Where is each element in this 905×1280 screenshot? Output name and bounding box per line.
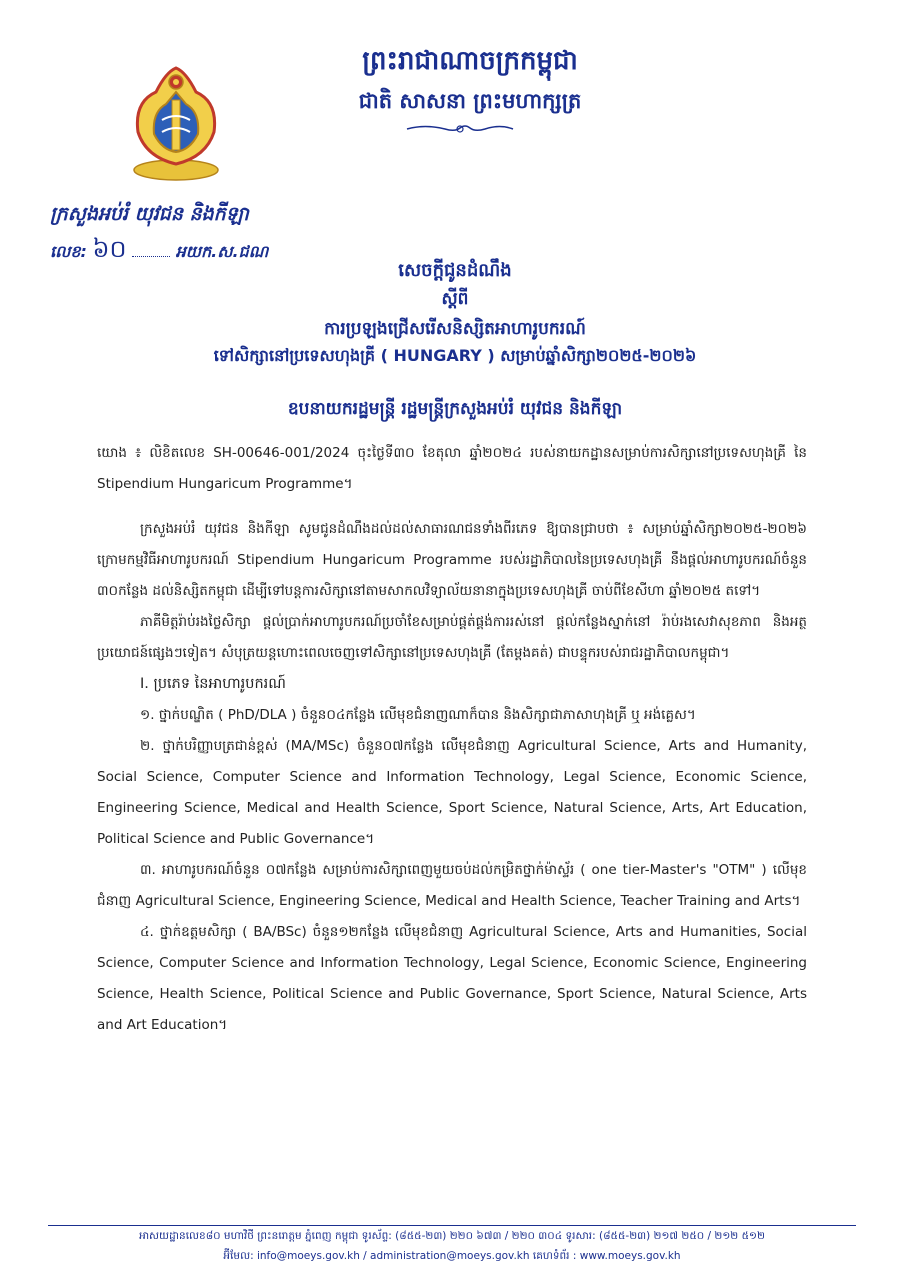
reference-paragraph: យោង ៖ លិខិតលេខ SH-00646-001/2024 ចុះថ្ងៃទី៣០ ខែតុលា ឆ្នាំ២០២៤ របស់នាយកដ្ឋានសម្រាប់ការសិក្សានៅប្រទេសហុងគ្រី នៃ Stipendium Hungaricum Programme។: [97, 445, 807, 492]
notice-title: សេចក្តីជូនដំណឹង: [398, 260, 512, 281]
kingdom-title: ព្រះរាជាណាចក្រកម្ពុជា: [362, 46, 578, 76]
ref-dotted-line: [132, 256, 170, 257]
issuer-title: ឧបនាយករដ្ឋមន្ត្រី រដ្ឋមន្ត្រីក្រសួងអប់រំ យុវជន និងកីឡា: [287, 399, 623, 419]
ref-number: ៦០: [92, 235, 127, 263]
ref-label: លេខ:: [50, 242, 87, 261]
national-motto: ជាតិ សាសនា ព្រះមហាក្សត្រ: [358, 88, 582, 113]
document-body: [97, 438, 807, 1041]
notice-subject-label: ស្តីពី: [441, 289, 469, 309]
notice-subject-line1: ការប្រឡងជ្រើសរើសនិស្សិតអាហារូបករណ៍: [324, 319, 586, 339]
list-item-2: ២. ថ្នាក់បរិញ្ញាបត្រជាន់ខ្ពស់ (MA/MSc) ចំនួន០៧កន្លែង លើមុខជំនាញ Agricultural Science, Arts and Humanity, Social Science, Computer Science and Information Technology, Legal Science, Economic Science, Engineering Science, Medical and Health Science, Sport Science, Natural Science, Arts, Art Education, Political Science and Public Governance។: [97, 738, 807, 847]
footer-address: អាសយដ្ឋានលេខ៨០ មហាវិថី ព្រះនរោត្តម ភ្នំពេញ កម្ពុជា ទូរស័ព្ទ: (៨៥៥-២៣) ២២០ ៦៧៣ / ២២០ ៣០៤ ទូរសារ: (៨៥៥-២៣) ២១៧ ២៥០ / ២១២ ៥១២: [139, 1230, 765, 1242]
section-heading-1: I. ប្រភេទ នៃអាហារូបករណ៍: [140, 676, 286, 692]
footer-divider: [48, 1225, 856, 1226]
paragraph-1: ក្រសួងអប់រំ យុវជន និងកីឡា សូមជូនដំណឹងដល់ដល់សាធារណជនទាំងពីរភេទ ឱ្យបានជ្រាបថា ៖ សម្រាប់ឆ្នាំសិក្សា២០២៥-២០២៦ ក្រោមកម្មវិធីអាហារូបករណ៍ Stipendium Hungaricum Programme របស់រដ្ឋាភិបាលនៃប្រទេសហុងគ្រី នឹងផ្តល់អាហារូបករណ៍ចំនួន ៣០កន្លែង ដល់និស្សិតកម្ពុជា ដើម្បីទៅបន្តការសិក្សានៅតាមសាកលវិទ្យាល័យនានាក្នុងប្រទេសហុងគ្រី ចាប់ពីខែសីហា ឆ្នាំ២០២៥ តទៅ។: [97, 521, 807, 599]
notice-subject-line2: ទៅសិក្សានៅប្រទេសហុងគ្រី ( HUNGARY ) សម្រាប់ឆ្នាំសិក្សា២០២៥-២០២៦: [213, 346, 697, 365]
paragraph-2: ភាគីមិត្តរ៉ាប់រងថ្លៃសិក្សា ផ្តល់ប្រាក់អាហារូបករណ៍ប្រចាំខែសម្រាប់ផ្គត់ផ្គង់ការរស់នៅ ផ្តល់កន្លែងស្នាក់នៅ រ៉ាប់រងសេវាសុខភាព និងអត្ថប្រយោជន៍ផ្សេងៗទៀត។ សំបុត្រយន្តហោះពេលចេញទៅសិក្សានៅប្រទេសហុងគ្រី (តែម្តងគត់) ជាបន្ទុករបស់រាជរដ្ឋាភិបាលកម្ពុជា។: [97, 614, 807, 661]
ministry-name: ក្រសួងអប់រំ យុវជន និងកីឡា: [50, 203, 249, 225]
list-item-3: ៣. អាហារូបករណ៍ចំនួន ០៧កន្លែង សម្រាប់ការសិក្សាពេញមួយចប់ដល់កម្រិតថ្នាក់ម៉ាស្ទ័រ ( one tier-Master's "OTM" ) លើមុខជំនាញ Agricultural Science, Engineering Science, Medical and Health Science, Teacher Training and Arts។: [97, 862, 807, 909]
list-item-4: ៤. ថ្នាក់ឧត្តមសិក្សា ( BA/BSc) ចំនួន១២កន្លែង លើមុខជំនាញ Agricultural Science, Arts and Humanities, Social Science, Computer Science and Information Technology, Legal Science, Economic Science, Engineering Science, Health Science, Political Science and Public Governance, Sport Science, Natural Science, Arts and Art Education។: [97, 924, 807, 1033]
list-item-1: ១. ថ្នាក់បណ្ឌិត ( PhD/DLA ) ចំនួន០៤កន្លែង លើមុខជំនាញណាក៏បាន និងសិក្សាជាភាសាហុងគ្រី ឬ អង់គ្លេស។: [140, 707, 696, 723]
ref-suffix: អយក.ស.ជណ: [175, 242, 269, 261]
ministry-emblem-icon: [126, 62, 226, 182]
footer-contacts: អ៊ីមែល: info@moeys.gov.kh / administration@moeys.gov.kh គេហទំព័រ : www.moeys.gov.kh: [223, 1250, 681, 1262]
flourish-ornament: [405, 120, 515, 138]
